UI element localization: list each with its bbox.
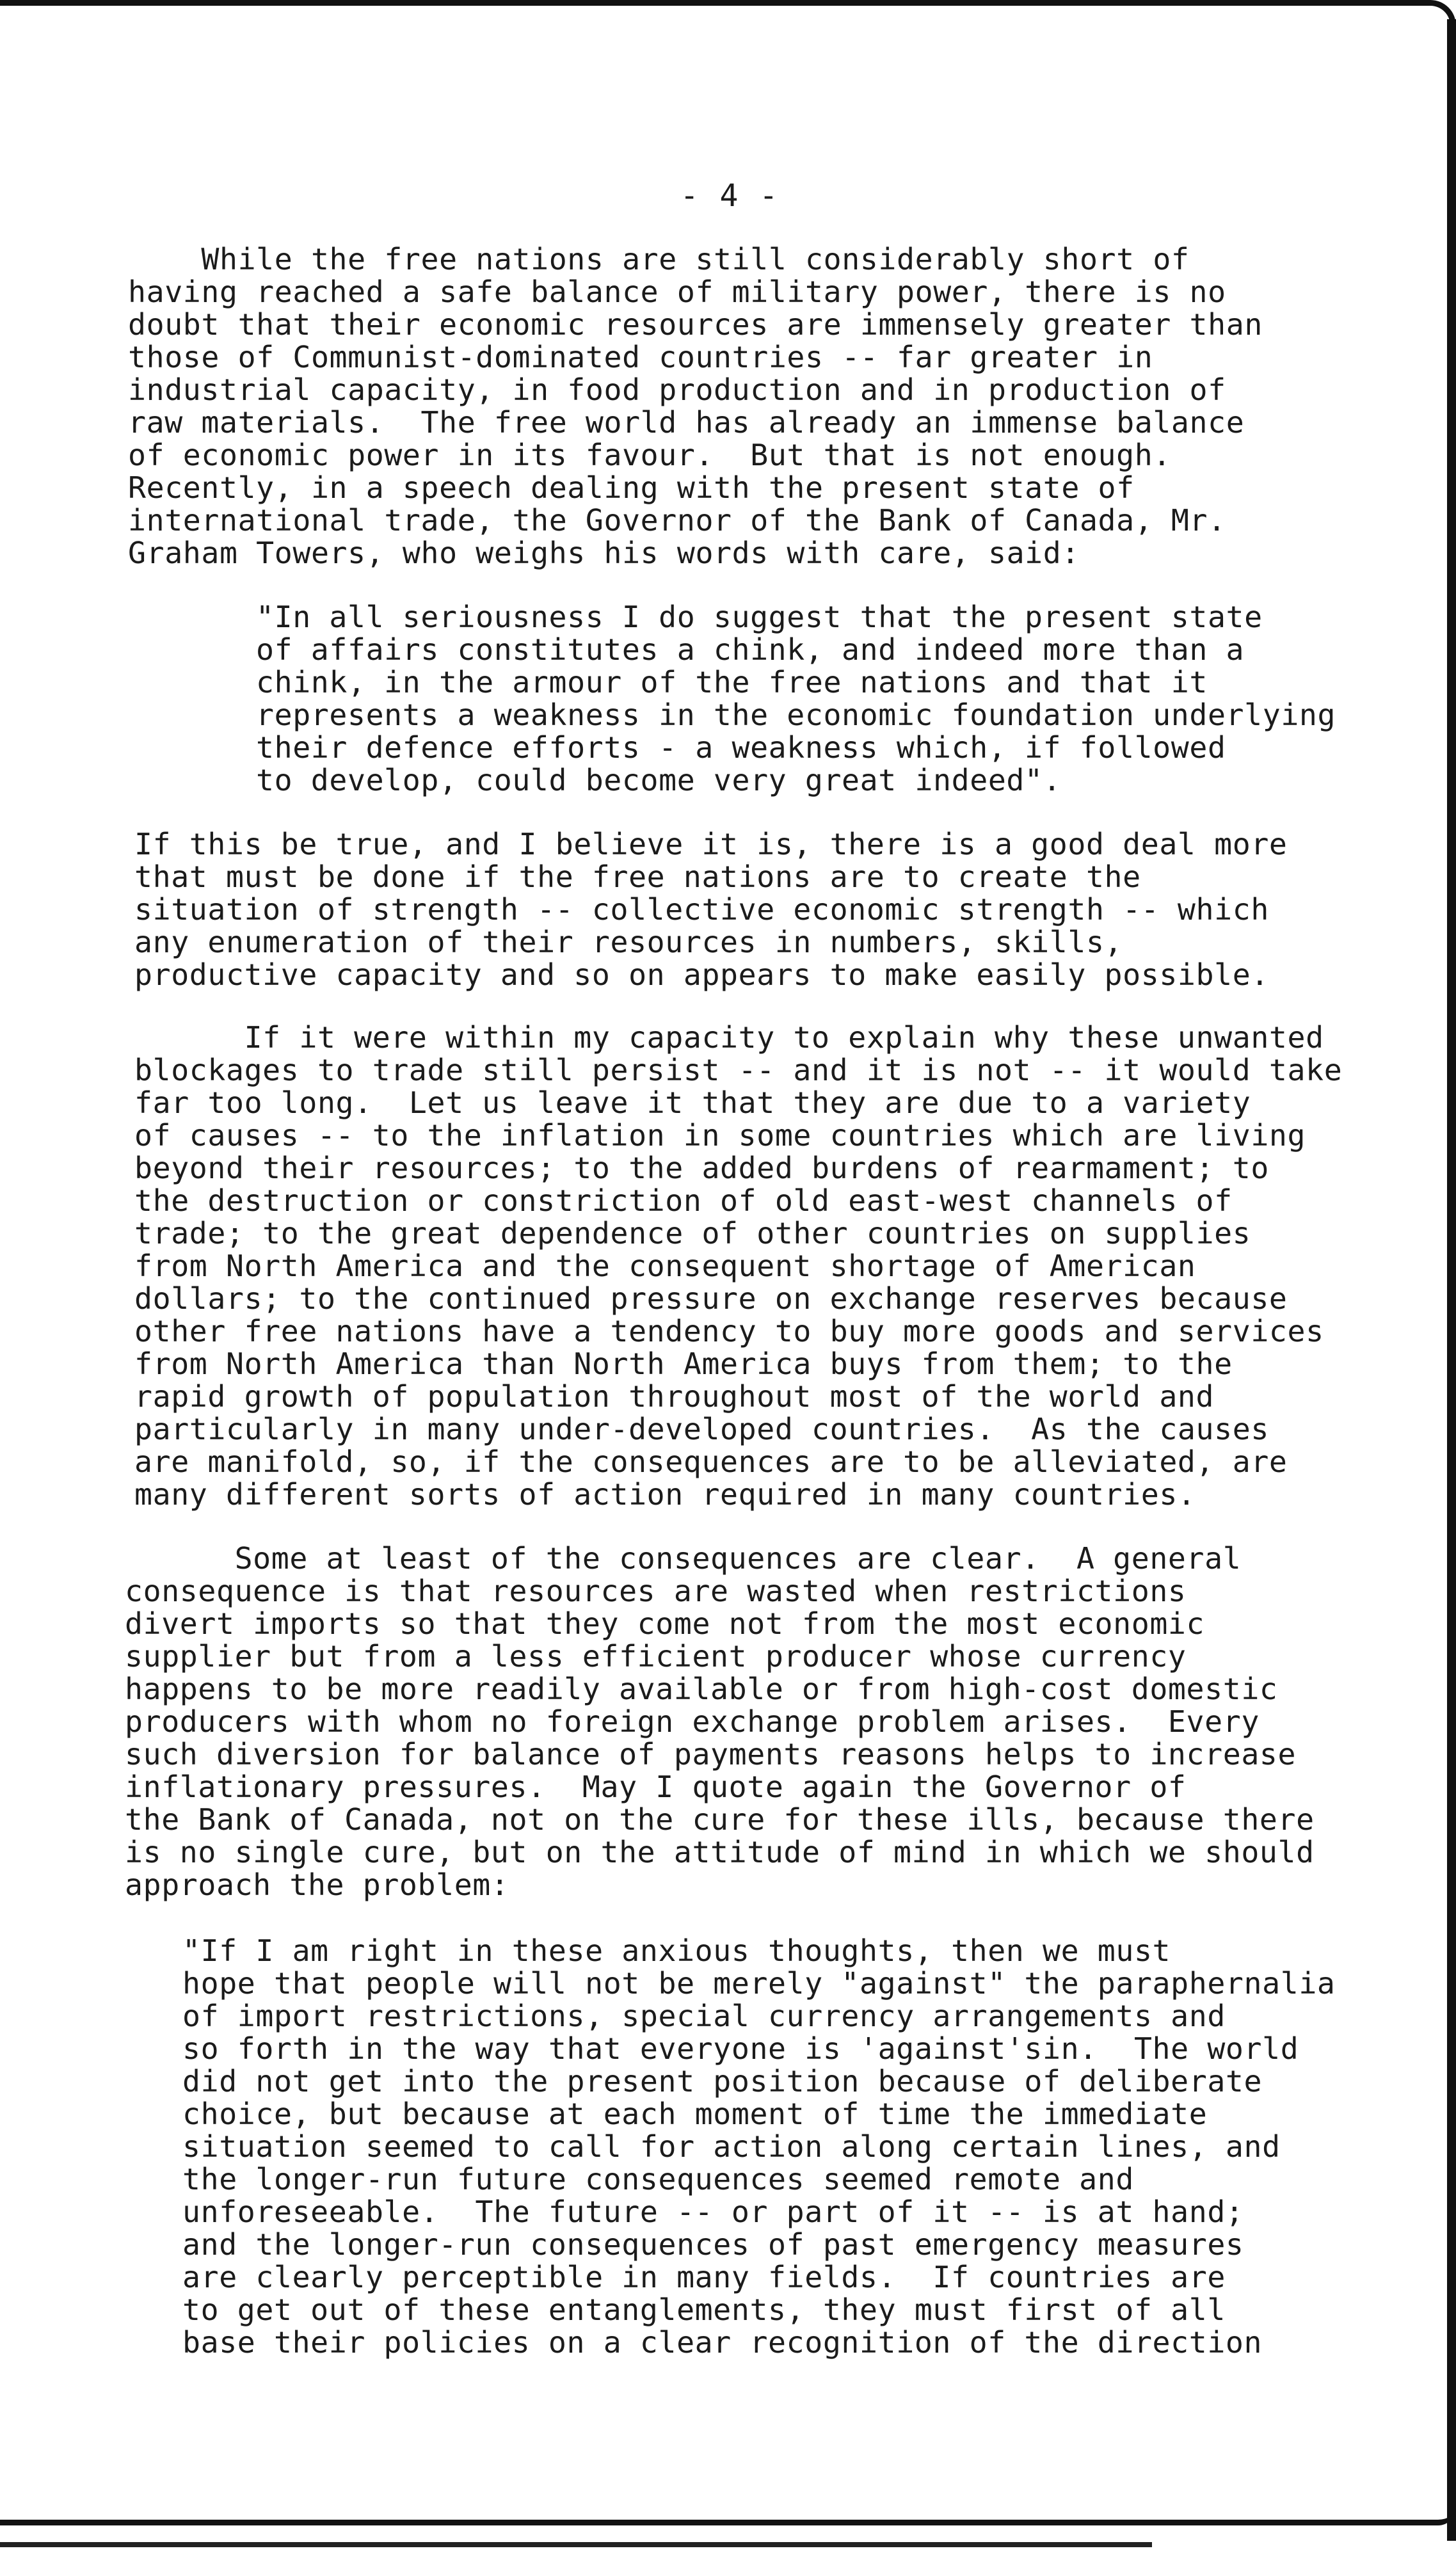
text-line: hope that people will not be merely "against" the paraphernalia <box>182 1966 1336 2001</box>
text-line: and the longer-run consequences of past emergency measures <box>182 2227 1244 2262</box>
text-line: are manifold, so, if the consequences are to be alleviated, are <box>134 1444 1288 1479</box>
text-line: the destruction or constriction of old east-west channels of <box>134 1183 1233 1218</box>
text-line: blockages to trade still persist -- and it is not -- it would take <box>134 1053 1343 1087</box>
paragraph <box>125 1542 1315 1901</box>
text-line: beyond their resources; to the added burdens of rearmament; to <box>134 1151 1269 1185</box>
text-line: Graham Towers, who weighs his words with care, said: <box>128 536 1080 570</box>
text-line: those of Communist-dominated countries -- far greater in <box>128 340 1153 374</box>
text-line: situation of strength -- collective economic strength -- which <box>134 892 1269 927</box>
text-line: producers with whom no foreign exchange problem arises. Every <box>125 1704 1260 1739</box>
text-line: unforeseeable. The future -- or part of it -- is at hand; <box>182 2195 1244 2229</box>
text-line: of import restrictions, special currency arrangements and <box>182 1999 1226 2033</box>
text-line: "In all seriousness I do suggest that the present state <box>256 600 1263 634</box>
text-line: situation seemed to call for action along certain lines, and <box>182 2129 1281 2164</box>
text-line: such diversion for balance of payments reasons helps to increase <box>125 1737 1297 1772</box>
text-line: happens to be more readily available or from high-cost domestic <box>125 1672 1278 1706</box>
text-line: doubt that their economic resources are immensely greater than <box>128 307 1263 342</box>
text-line: inflationary pressures. May I quote again the Governor of <box>125 1770 1187 1804</box>
text-line: raw materials. The free world has already an immense balance <box>128 405 1245 440</box>
page-bottom-edge <box>0 2508 1456 2525</box>
block-quote <box>256 601 1336 797</box>
text-line: particularly in many under-developed countries. As the causes <box>134 1412 1269 1446</box>
text-line: choice, but because at each moment of time the immediate <box>182 2097 1208 2131</box>
text-line: many different sorts of action required in many countries. <box>134 1477 1196 1512</box>
text-line: international trade, the Governor of the Bank of Canada, Mr. <box>128 503 1226 538</box>
text-line: While the free nations are still considerably short of <box>128 242 1190 276</box>
text-line: of affairs constitutes a chink, and indeed more than a <box>256 632 1245 667</box>
text-line: did not get into the present position because of deliberate <box>182 2064 1263 2099</box>
text-line: If this be true, and I believe it is, there is a good deal more <box>134 827 1288 861</box>
text-line: from North America than North America buys from them; to the <box>134 1347 1233 1381</box>
text-line: far too long. Let us leave it that they are due to a variety <box>134 1085 1251 1120</box>
text-line: "If I am right in these anxious thoughts, then we must <box>182 1933 1171 1968</box>
text-line: Recently, in a speech dealing with the present state of <box>128 470 1135 505</box>
text-line: dollars; to the continued pressure on exchange reserves because <box>134 1281 1288 1316</box>
text-line: of causes -- to the inflation in some countries which are living <box>134 1118 1306 1153</box>
text-line: supplier but from a less efficient producer whose currency <box>125 1639 1187 1674</box>
text-line: approach the problem: <box>125 1868 509 1902</box>
block-quote <box>182 1935 1336 2359</box>
text-line: the Bank of Canada, not on the cure for these ills, because there <box>125 1802 1315 1837</box>
page-right-edge <box>1447 19 1456 2541</box>
text-line: from North America and the consequent shortage of American <box>134 1249 1196 1283</box>
text-line: having reached a safe balance of military power, there is no <box>128 275 1226 309</box>
text-line: to develop, could become very great indeed". <box>256 763 1062 797</box>
text-line: that must be done if the free nations are to create the <box>134 860 1141 894</box>
text-line: Some at least of the consequences are clear. A general <box>125 1541 1242 1576</box>
text-line: trade; to the great dependence of other countries on supplies <box>134 1216 1251 1251</box>
text-line: productive capacity and so on appears to make easily possible. <box>134 957 1269 992</box>
page-number: - 4 - <box>680 178 780 214</box>
page-top-edge <box>0 0 1456 26</box>
paragraph <box>128 243 1263 570</box>
text-line: to get out of these entanglements, they must first of all <box>182 2292 1226 2327</box>
text-line: base their policies on a clear recognition of the direction <box>182 2325 1263 2360</box>
text-line: divert imports so that they come not from the most economic <box>125 1606 1205 1641</box>
text-line: so forth in the way that everyone is 'against'sin. The world <box>182 2031 1299 2066</box>
text-line: industrial capacity, in food production and in production of <box>128 372 1226 407</box>
text-line: the longer-run future consequences seemed remote and <box>182 2162 1134 2196</box>
text-line: are clearly perceptible in many fields. If countries are <box>182 2260 1226 2294</box>
text-line: is no single cure, but on the attitude of mind in which we should <box>125 1835 1315 1869</box>
text-line: any enumeration of their resources in numbers, skills, <box>134 925 1123 959</box>
text-line: represents a weakness in the economic foundation underlying <box>256 698 1336 732</box>
text-line: other free nations have a tendency to buy more goods and services <box>134 1314 1324 1348</box>
text-line: chink, in the armour of the free nations and that it <box>256 665 1208 700</box>
paragraph <box>134 1021 1342 1511</box>
text-line: rapid growth of population throughout most of the world and <box>134 1379 1215 1414</box>
text-line: consequence is that resources are wasted when restrictions <box>125 1574 1187 1608</box>
paragraph <box>134 828 1288 991</box>
text-line: of economic power in its favour. But that is not enough. <box>128 438 1171 472</box>
text-line: If it were within my capacity to explain why these unwanted <box>134 1020 1324 1055</box>
text-line: their defence efforts - a weakness which, if followed <box>256 730 1226 765</box>
bottom-strip <box>0 2542 1152 2547</box>
